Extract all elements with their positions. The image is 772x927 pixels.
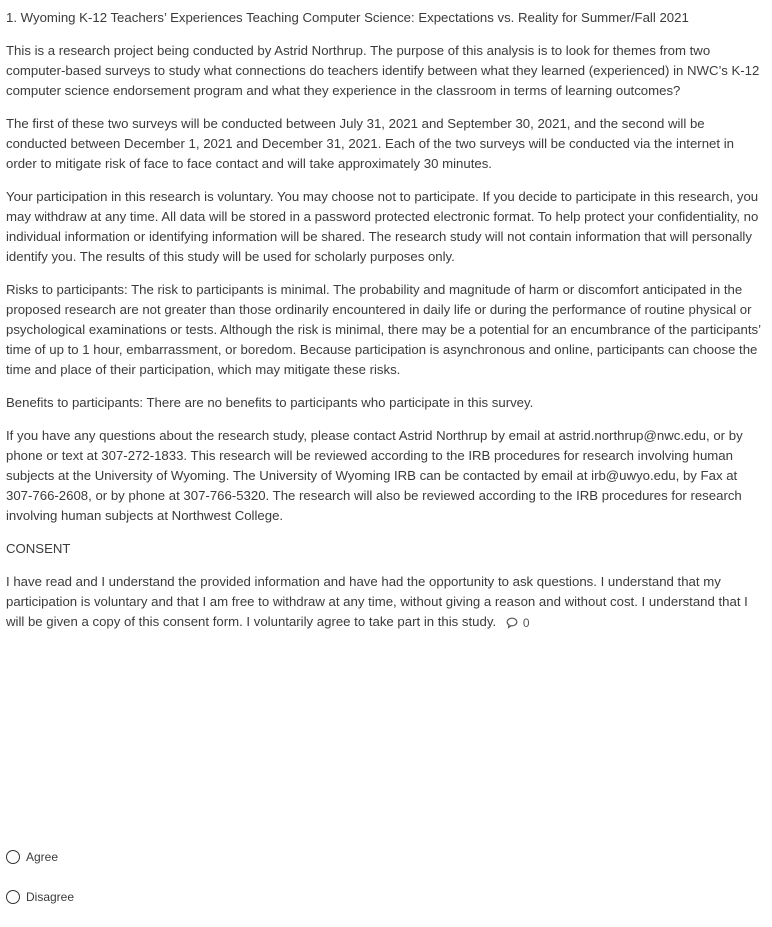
- question-title-text: Wyoming K-12 Teachers’ Experiences Teaching Computer Science: Expectations vs. Reality for Summer/Fall 2021: [20, 10, 689, 25]
- comment-button[interactable]: [506, 613, 530, 633]
- answer-options: [6, 847, 306, 927]
- description-paragraph: Your participation in this research is voluntary. You may choose not to participate. If you decide to participate in this research, you may withdraw at any time. All data will be stored in a password protected electronic format. To help protect your confidentiality, no individual information or identifying information will be shared. The research study will not contain information that will personally identify you. The results of this study will be used for scholarly purposes only.: [6, 189, 759, 264]
- comment-count: 0: [522, 615, 530, 630]
- description-paragraph: The first of these two surveys will be conducted between July 31, 2021 and September 30, 2021, and the second will be conducted between December 1, 2021 and December 31, 2021. Each of the two surveys will be conducted via the internet in order to mitigate risk of face to face contact and will take approximately 30 minutes.: [6, 116, 734, 171]
- description-paragraph: If you have any questions about the research study, please contact Astrid Northrup by email at astrid.northrup@nwc.edu, or by phone or text at 307-272-1833. This research will be reviewed according to the IRB procedures for research involving human subjects at the University of Wyoming. The University of Wyoming IRB can be contacted by email at irb@uwyo.edu, by Fax at 307-766-2608, or by phone at 307-766-5320. The research will also be reviewed according to the IRB procedures for research involving human subjects at Northwest College.: [6, 428, 743, 523]
- radio-button[interactable]: [6, 890, 20, 904]
- question-number: 1.: [6, 10, 17, 25]
- option-label: Disagree: [26, 890, 75, 904]
- radio-button[interactable]: [6, 850, 20, 864]
- consent-statement: [6, 572, 766, 633]
- description-paragraph: This is a research project being conducted by Astrid Northrup. The purpose of this analysis is to look for themes from two computer-based surveys to study what connections do teachers identify between what they learned (experienced) in NWC’s K-12 computer science endorsement program and what they experience in the classroom in terms of learning outcomes?: [6, 43, 760, 98]
- consent-heading: CONSENT: [6, 541, 71, 556]
- description-paragraph: Benefits to participants: There are no benefits to participants who participate in this survey.: [6, 395, 534, 410]
- question-title: [6, 8, 766, 27]
- consent-text: I have read and I understand the provided information and have had the opportunity to ask questions. I understand that my participation is voluntary and that I am free to withdraw at any time, without giving a reason and without cost. I understand that I will be given a copy of this consent form. I voluntarily agree to take part in this study.: [6, 574, 748, 629]
- survey-question: [6, 8, 766, 646]
- option-disagree[interactable]: [6, 887, 306, 907]
- option-agree[interactable]: [6, 847, 306, 867]
- description-paragraph: Risks to participants: The risk to participants is minimal. The probability and magnitude of harm or discomfort anticipated in the proposed research are not greater than those ordinarily encountered in daily life or during the performance of routine physical or psychological examinations or tests. Although the risk is minimal, there may be a potential for an encumbrance of the participants’ time of up to 1 hour, embarrassment, or boredom. Because participation is asynchronous and online, participants can choose the time and place of their participation, which may mitigate these risks.: [6, 282, 761, 377]
- comment-icon: [506, 617, 518, 629]
- option-label: Agree: [26, 850, 59, 864]
